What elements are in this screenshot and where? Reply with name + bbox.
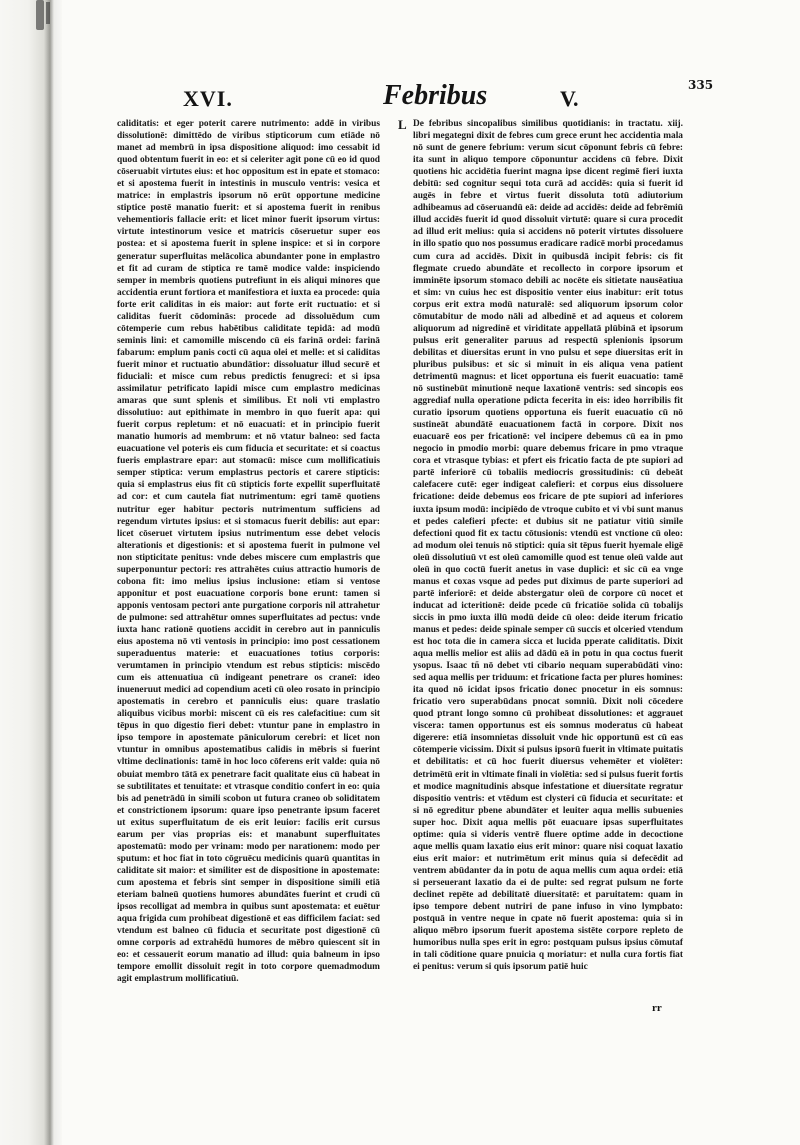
running-head-right: V. [560,86,579,111]
catchword: rr [652,1002,662,1014]
binding-gutter [0,0,62,1145]
folio-number: 335 [688,78,714,92]
right-column-text: De febribus sincopalibus similibus quotidianis: in tractatu. xiij. libri megategni dixit de febres cum grece erunt hec accidentia mala nō sunt de genere febrium: verum sicut cōponunt febris cū febre: ita sunt in aliquo tempore cōponuntur accidens cū febre. Dixit quotiens hic accidētia fuerint magna ipse dicent regimē fieri iuxta debitū: sed cognitur sequi tota curā ad accidēs: quia si fuerit id augēs in febre et virtus fuerit dissoluta totū adiutorium adhibeamus ad cōseruandū eā: deide ad accidēs: deide ad febrēmiū illud accidēs fuerit id quod dissoluit virtutē: quare si cura procedit ad illud erit melius: quia si accidens nō poterit virtutes dissoluere in illo spatio quo nos possumus eradicare radicē morbi procedamus cum cura ad accidēs. Dixit in quibusdā incipit febris: cis fit flegmate cruedo abundāte et recollecto in corpore ipsorum et imminēte ipsorum stomaco debili ac nocēte eis sitietate nausēatiua et sim: vn cuius hec est dispositio venter eius inabitur: erit totus corpus erit extra modū naturalē: sed aliquorum ipsorum color cōmutabitur de modo nāli ad albedinē et ad aqueus et colorem aliquorum ad nigredinē et viriditate appellatā plūbinā et ipsorum pulsus erit generaliter paruus ad respectū splenionis ipsorum debilitas et diuersitas erunt in vno pulsu et sepe diuersitas erit in pluribus pulsibus: et sic si minuit in eis aliqua vena patient detrimentū magnus: et licet opportuna eis fuerit euacuatio: tamē nō sustinebūt minutionē neque laxationē ventris: sed sincopis eos aggrediaf nulla operatione pdicta fecerita in eis: ideo horribilis fit curatio ipsorum quotiens opportuna eis fuerit euacuatio cū nō sustineāt abundātē euacuationem factā in corpore. Dixit nos euacuarē eos per fricationē: vel incipere debemus cū ea in pmo negocio in pmodio morbi: quare debemus fricare in pmo vtraque cora et vtrasque tybias: et pfert eis fricatio facta de pte supiori ad partē inferiorē cū tobaliis mediocris grossitudinis: cū debeāt calefacere cutē: eger indigeat calefieri: et corpus eius dissoluere fricatione: deide debemus eos fricare de pte supiori ad inferiores iuxta ipsum modū: incipiēdo de vtroque cubito et vi vbi sunt manus et pedes calefieri pfecte: et dubius sit ne patiatur vitiū simile defectioni quod fit ex tactu cōtusionis: vtendū est vnctione cū oleo: ad modum olei tenuis nō stiptici: quia sit tēpus fuerit hyemale eligē oleū dissolutiuū vt est oleū camomille quod est tenue oleū valde aut oleū in quo coctū fuerit anetus in vase duplici: et sic cū ea vnge manus et coxas vsque ad pedes put diximus de parte superiori ad partē inferiorē: et deide abstergatur oleū de corpore cū nocet et inducat ad icteritionē: deide pcede cū fricatiōe solida cū tobalijs siccis in pmo iuxta illū modū deide cū oleo: deide iterum fricatio manus et pedes: deide spinale semper cū succis et olceried vtendum est hoc tota die in camera sicca et lucida pperate caliditatis. Dixit aqua mellis melior est aliis ad dādū eā in potu in qua coctus fuerit ysopus. Isaac tñ nō debet vti cibario nequam superabūdāti vino: sed aqua mellis per triduum: et fricatione facta per plures homines: ita quod nō icidat ipsos fricatio donec pnocetur in eis somnus: fricatio vero superabūdans pnocat somniū. Dixit noli cōcedere quod ptrant longo somno cū prohibeat dissolutiones: et aggrauet viscera: tamen opportunus est eis somnus moderatus cū habeat digerere: etiā insomnietas dissoluit vnde hic opportunū est cū eas cōtemperie vicissim. Dixit si pulsus ipsorū fuerit in vltimate puitatis et debilitatis: et cū hoc fuerit diuersus vehemēter et violēter: detrimētū erit in vltimate finali in violētia: sed si pulsus fuerit fortis et modice magnitudinis absque infestatione et diuersitate regratur dispositio ventris: et vtēdum est clysteri cū fiducia et securitate: et si nō egreditur pbene abundāter et leuiter aqua mellis subuenies super hoc. Dixit aqua mellis pōt euacuare ipsas superfluitates optime: quia si videris ventrē fluere optime adde in decoctione aque mellis quam laxatio eius erit minor: quare nisi coquat laxatio eius erit maior: et nutrimētum erit minus quia si defecēdit ad ventrem abūdanter da in potu de aqua mellis cum aqua ordei: etiā si perseuerant laxatio da ei de pulte: sed regrat pulsum ne forte declinet repēte ad debilitatē diuersitatē: et paruitatem: quam in ipso tempore debent nutriri de pane infuso in vino lympbato: postquā in ventre neque in cpate nō fuerit apostema: quia si in aliquo mēbro ipsorum fuerit apostema sistēte corpore repleto de humoribus nulla spes erit in egro: postquam pulsus ipsius cōmutaf in tali cōditione quare pnuicia q moriatur: et nulla cura fortis fiat ei penitus: verum si quis ipsorum patiē huic [413,119,683,973]
column-marker: L [398,117,407,132]
running-head-left: XVI. [183,86,233,111]
binding-mark [36,0,44,30]
left-text-column [117,118,380,985]
right-text-column [413,118,683,973]
running-head-title: Febribus [383,80,488,111]
left-column-text: caliditatis: et eger poterit carere nutrimento: addē in viribus dissolutionē: dimittēdo de viribus stipticorum cum etiāde nō manet ad membrū in ipsa dispositione aliquod: imo cessabit id quod obtentum fuerit in eo: et si celeriter agit pone cū eo id quod cōseruabit virtutes eius: et hoc oppositum est in epate et stomaco: et si apostema fuerit in intestinis in musculo ventris: vesica et matrice: in emplastris ipsorum nō erūt opportune medicine stiptice postē manatio fuerit: et si apostema fuerit in renibus vehementioris fallacie erit: et licet minor fuerit ipsorum virtus: virtute intestinorum vesice et matricis cōseruetur super eos postea: et si apostema fuerit in splene inspice: et si in corpore generatur superfluitas melācolica abundanter pone in emplastro et fit ad curam de stiptica re tamē modice valde: inspiciendo semper in membris quotiens putrefiunt in eis aliqui minores que accidentia erunt fortiora et manifestiora et iuxta ea procede: quia forte erit caliditas in eis maior: aut forte erit ructuatio: et si caliditas fuerit cōdominās: procede ad dissoluēdum cum cōtemperie cum rebus habētibus caliditate tepidā: ad modū seminis lini: et camomille miscendo cū eis farinā ordei: farinā fabarum: emplum panis cocti cū aqua olei et melle: et si caliditas fuerit minor et ructuatio abundātior: dissoluatur illud securē et fiduciali: et misce cum rebus predictis fenugreci: et si ipsa assimilatur petrificato lapidi misce cum emplastro medicinas amaras que sunt splenis et similibus. Et noli vti emplastro dissolutiuo: aut epithimate in membro in quo fuerit apa: qui fuerit corpus repletum: et nō euacuati: et in principio fuerit manatio humoris ad membrum: et nō vtatur balneo: sed facta euacuatione vel poteris eis cum fiducia et securitate: et si coactus fueris emplastrare epar: aut stomacū: misce cum mollificatiuis semper stiptica: verum emplastrus pectoris et carere stipticis: quia si emplastrus eius fit cū stipticis forte expellit superfluitatē ad cor: et cum cautela fiat nutrimentum: egri tamē quotiens nutritur eger habitur pectoris nutrimentum sufficiens ad regendum virtutes ipsius: et si stomacus fuerit debilis: aut epar: licet cōseruet virtutem ipsius nutrimentum esse debet velocis alterationis et digestionis: et si apostema fuerit in pulmone vel non stipticitate penitus: vnde debes miscere cum emplastris que superponuntur pectori: res attrahētes cuius attractio humoris de cobona fit: imo melius ipsius inclusione: etiam si ventose apponitur et post euacuatione corporis bone erunt: tamen si apponis ventosam pectori ante purgatione corporis nil attrahetur de pulmone: sed attrahētur omnes superfluitates ad pectus: vnde iuxta hanc rationē quotiens accidit in cerebro aut in panniculis eius apostema nō vti ventosis in principio: imo post cessationem superaduentus materie: et euacuationes totius corporis: verumtamen in principio vtendum est rebus stipticis: miscēdo cum eis attenuatiua cū indigeant penetrare os craneī: ideo inueneruut medici ad copendium aceti cū oleo rosato in principio apostematis in cerebro et panniculis eius: quare traslatio aliquibus vicibus morbi: miscent cū eis res calefacitiue: cum sit tēpus in quo digestio fieri debet: vtuntur pane in emplastro in ipso tempore in apostemate pāniculorum cerebri: et licet non vtuntur in omnibus apostematibus calidis in mēbris si fuerint vltime declinationis: tamē in hoc loco cōferens erit valde: quia nō obuiat membro tātā ex penetrare facit qualitate eius cū habeat in se subtilitates et tenuitate: et vtrasque conditio confert in eo: quia bis ad penetrādū in simili scobon ut futura craneo ob soliditatem et constrictionem ipsorum: quare ipso penetrante ipsum faceret ut exitus superfluitatum de eis erit leuior: facilis erit cursus earum per vias proprias eis: et manabunt superfluitates apostematū: modo per vrinam: modo per narationem: modo per sputum: et hoc fiat in toto cōgruēcu medicinis quarū quantitas in caliditate sit maior: et similiter est de dispositione in apostemate: cum apostema et febris sint semper in dispositione simili etiā eteriam balneū quotiens humores abundātes fuerint et crudi cū ipsos recolligat ad membra in quibus sunt apostemata: et euētur aqua frigida cum prohibeat digestionē et eas difficilem faciat: sed vtendum est balneo cū fiducia et securitate post digestionē cū omne corporis ad extrahēdū humores de mēbro quiescent sit in eo: et cessauerit eorum manatio ad illud: quia balneum in ipso tempore emollit dissoluit regit in toto corpore quemadmodum agit emplastrum mollificatiuū. [117,119,380,985]
binding-mark-secondary [46,2,50,24]
